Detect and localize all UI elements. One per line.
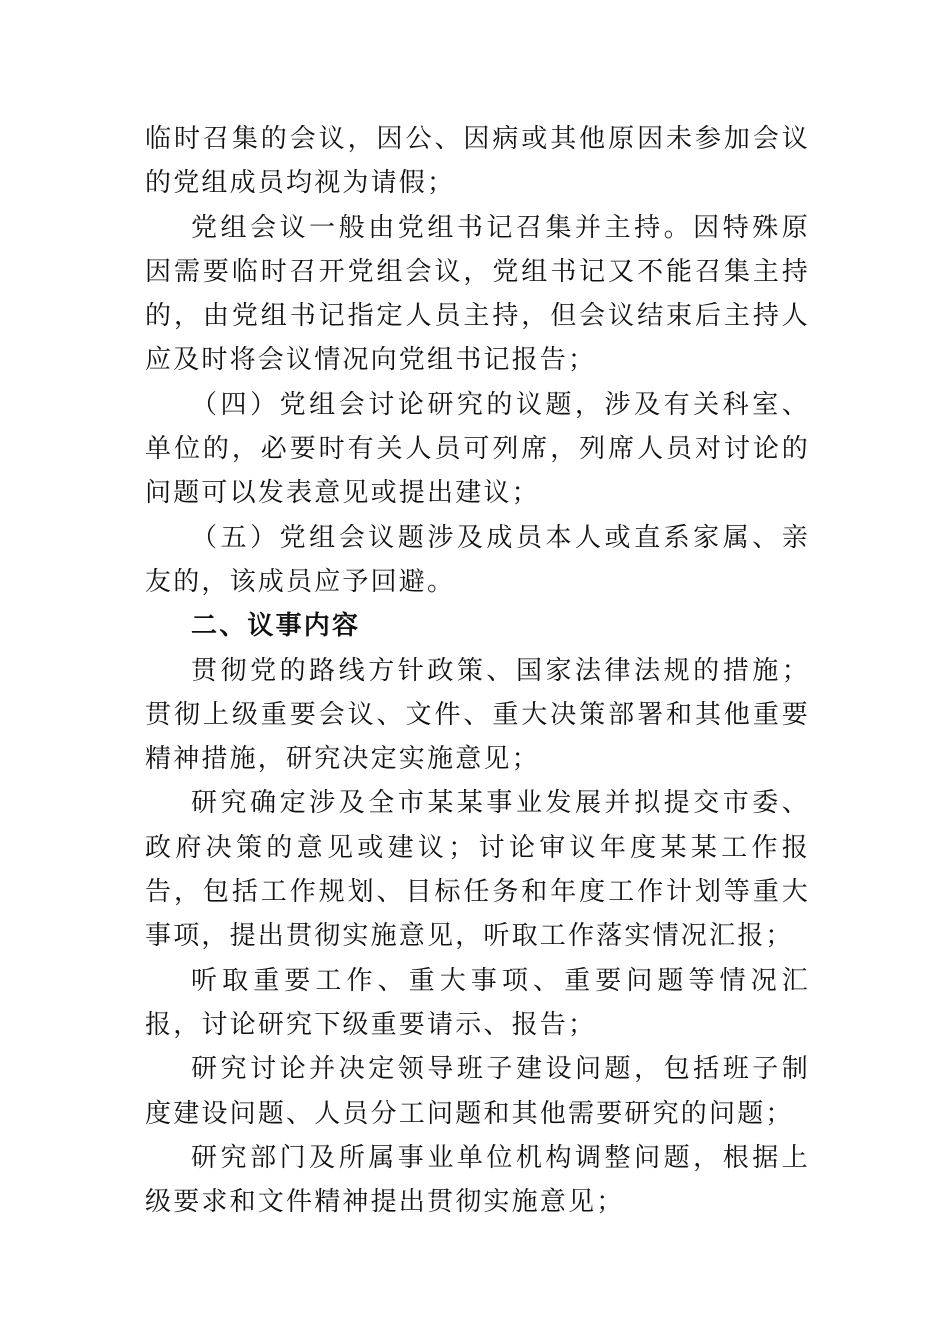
paragraph-development: 研究确定涉及全市某某事业发展并拟提交市委、政府决策的意见或建议；讨论审议年度某某工作报告，包括工作规划、目标任务和年度工作计划等重大事项，提出贯彻实施意见，听取工作落实情况汇报； [145, 788, 810, 952]
section-heading: 二、议事内容 [191, 611, 361, 642]
paragraph-item-five: （五）党组会议题涉及成员本人或直系家属、亲友的，该成员应予回避。 [145, 522, 810, 597]
paragraph-meeting-host: 党组会议一般由党组书记召集并主持。因特殊原因需要临时召开党组会议，党组书记又不能召集主持的，由党组书记指定人员主持，但会议结束后主持人应及时将会议情况向党组书记报告； [145, 212, 810, 376]
paragraph-institutions: 研究部门及所属事业单位机构调整问题，根据上级要求和文件精神提出贯彻实施意见； [145, 1142, 810, 1218]
paragraph-continuation: 临时召集的会议，因公、因病或其他原因未参加会议的党组成员均视为请假； [145, 124, 810, 199]
paragraph-reports: 听取重要工作、重大事项、重要问题等情况汇报，讨论研究下级重要请示、报告； [145, 965, 810, 1040]
paragraph-policy: 贯彻党的路线方针政策、国家法律法规的措施；贯彻上级重要会议、文件、重大决策部署和其他重要精神措施，研究决定实施意见； [145, 655, 810, 775]
paragraph-leadership: 研究讨论并决定领导班子建设问题，包括班子制度建设问题、人员分工问题和其他需要研究的问题； [145, 1054, 810, 1129]
paragraph-item-four: （四）党组会讨论研究的议题，涉及有关科室、单位的，必要时有关人员可列席，列席人员对讨论的问题可以发表意见或提出建议； [145, 389, 810, 509]
document-body [145, 117, 810, 1224]
